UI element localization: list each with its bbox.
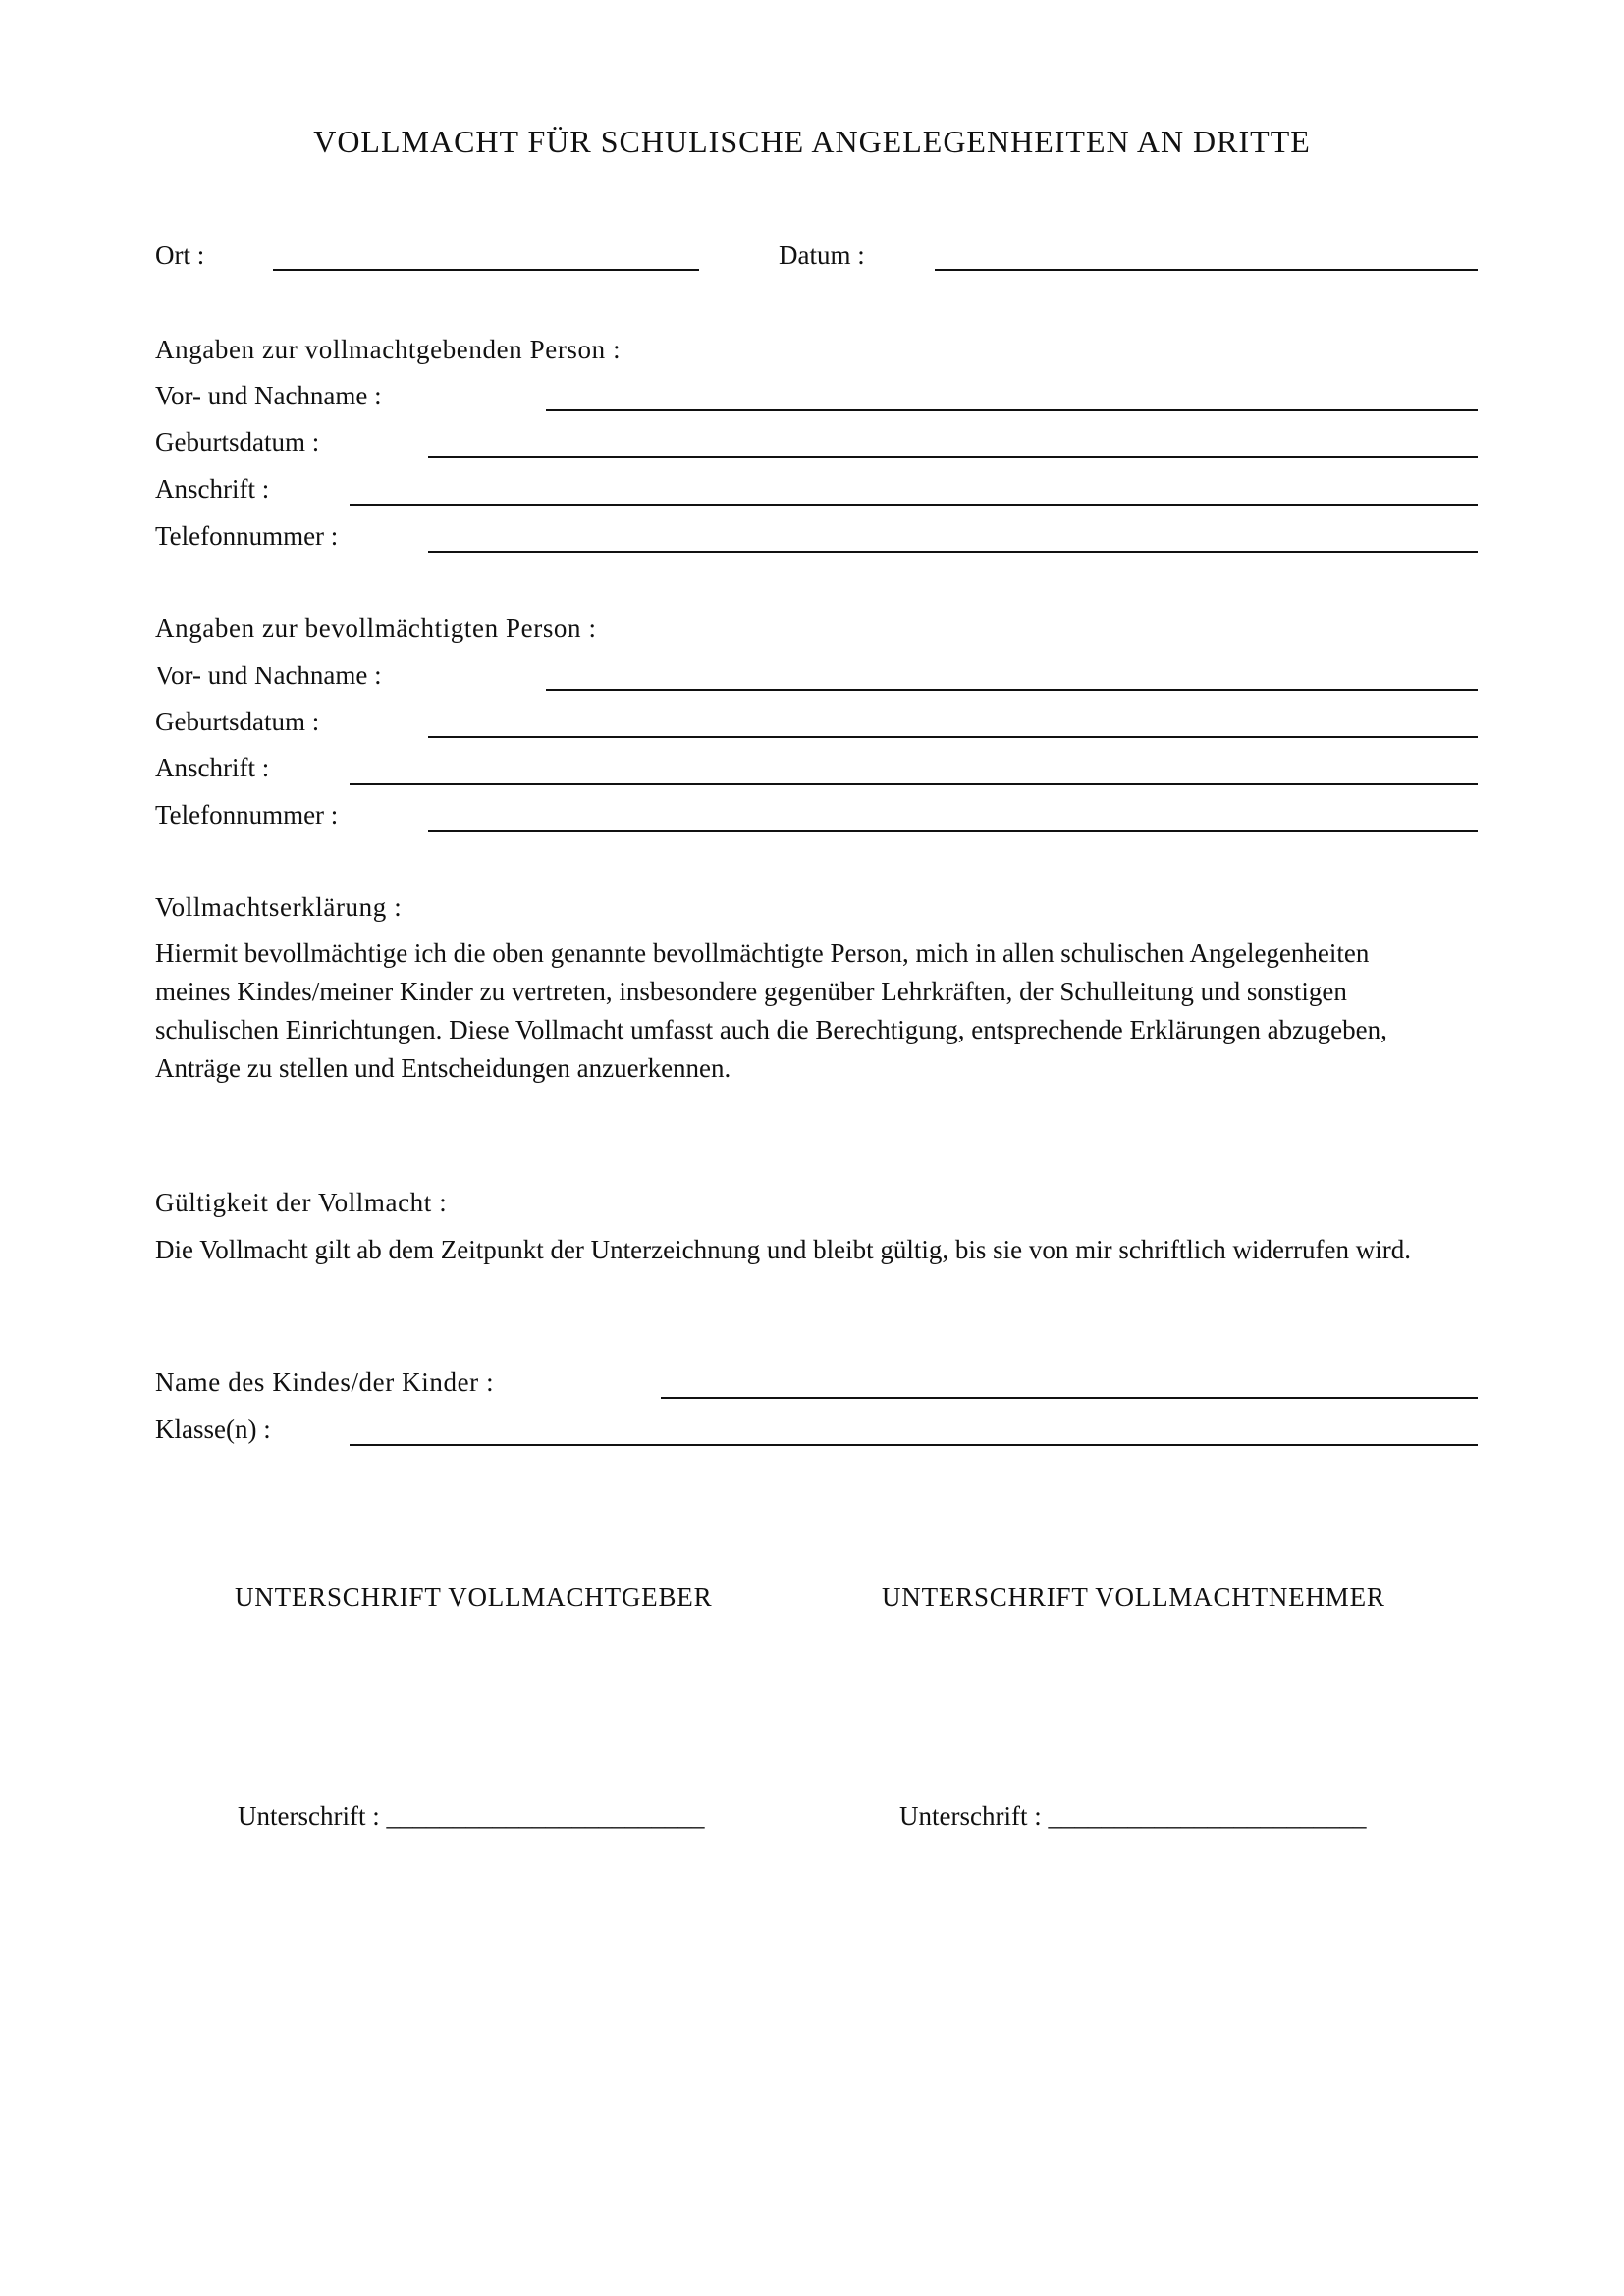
attorney-signature-field[interactable]: Unterschrift : ________________________ — [899, 1801, 1367, 1831]
attorney-birth-field[interactable] — [428, 736, 1478, 738]
class-field[interactable] — [350, 1444, 1478, 1446]
attorney-address-field[interactable] — [350, 783, 1478, 785]
declaration-line: Hiermit bevollmächtige ich die oben genannte bevollmächtigte Person, mich in allen schulischen Angelegenheiten — [155, 938, 1370, 968]
document-title: VOLLMACHT FÜR SCHULISCHE ANGELEGENHEITEN AN DRITTE — [313, 124, 1311, 159]
grantor-name-field[interactable] — [546, 409, 1478, 411]
validity-text: Die Vollmacht gilt ab dem Zeitpunkt der Unterzeichnung und bleibt gültig, bis sie von mir schriftlich widerrufen wird. — [155, 1235, 1411, 1264]
grantor-address-label: Anschrift : — [155, 474, 270, 504]
datum-label: Datum : — [779, 240, 865, 270]
declaration-line: schulischen Einrichtungen. Diese Vollmacht umfasst auch die Berechtigung, entsprechende Erklärungen abzugeben, — [155, 1015, 1387, 1044]
grantor-birth-label: Geburtsdatum : — [155, 427, 320, 456]
datum-field[interactable] — [935, 269, 1478, 271]
validity-heading: Gültigkeit der Vollmacht : — [155, 1188, 448, 1217]
attorney-birth-label: Geburtsdatum : — [155, 707, 320, 736]
grantor-address-field[interactable] — [350, 504, 1478, 506]
grantor-signature-field[interactable]: Unterschrift : ________________________ — [238, 1801, 705, 1831]
child-name-field[interactable] — [661, 1397, 1478, 1399]
ort-label: Ort : — [155, 240, 205, 270]
declaration-text — [155, 934, 1510, 1088]
attorney-signature-heading: UNTERSCHRIFT VOLLMACHTNEHMER — [882, 1582, 1385, 1612]
attorney-phone-field[interactable] — [428, 830, 1478, 832]
grantor-phone-label: Telefonnummer : — [155, 521, 339, 551]
declaration-line: Anträge zu stellen und Entscheidungen anzuerkennen. — [155, 1053, 731, 1083]
grantor-name-label: Vor- und Nachname : — [155, 381, 382, 410]
grantor-signature-heading: UNTERSCHRIFT VOLLMACHTGEBER — [235, 1582, 713, 1612]
grantor-birth-field[interactable] — [428, 456, 1478, 458]
grantor-heading: Angaben zur vollmachtgebenden Person : — [155, 335, 622, 364]
declaration-heading: Vollmachtserklärung : — [155, 892, 403, 922]
attorney-address-label: Anschrift : — [155, 753, 270, 782]
attorney-phone-label: Telefonnummer : — [155, 800, 339, 829]
ort-field[interactable] — [273, 269, 699, 271]
grantor-phone-field[interactable] — [428, 551, 1478, 553]
child-name-label: Name des Kindes/der Kinder : — [155, 1367, 495, 1397]
attorney-name-field[interactable] — [546, 689, 1478, 691]
declaration-line: meines Kindes/meiner Kinder zu vertreten, insbesondere gegenüber Lehrkräften, der Schulleitung und sonstigen — [155, 977, 1347, 1006]
attorney-heading: Angaben zur bevollmächtigten Person : — [155, 614, 597, 643]
attorney-name-label: Vor- und Nachname : — [155, 661, 382, 690]
class-label: Klasse(n) : — [155, 1415, 271, 1444]
